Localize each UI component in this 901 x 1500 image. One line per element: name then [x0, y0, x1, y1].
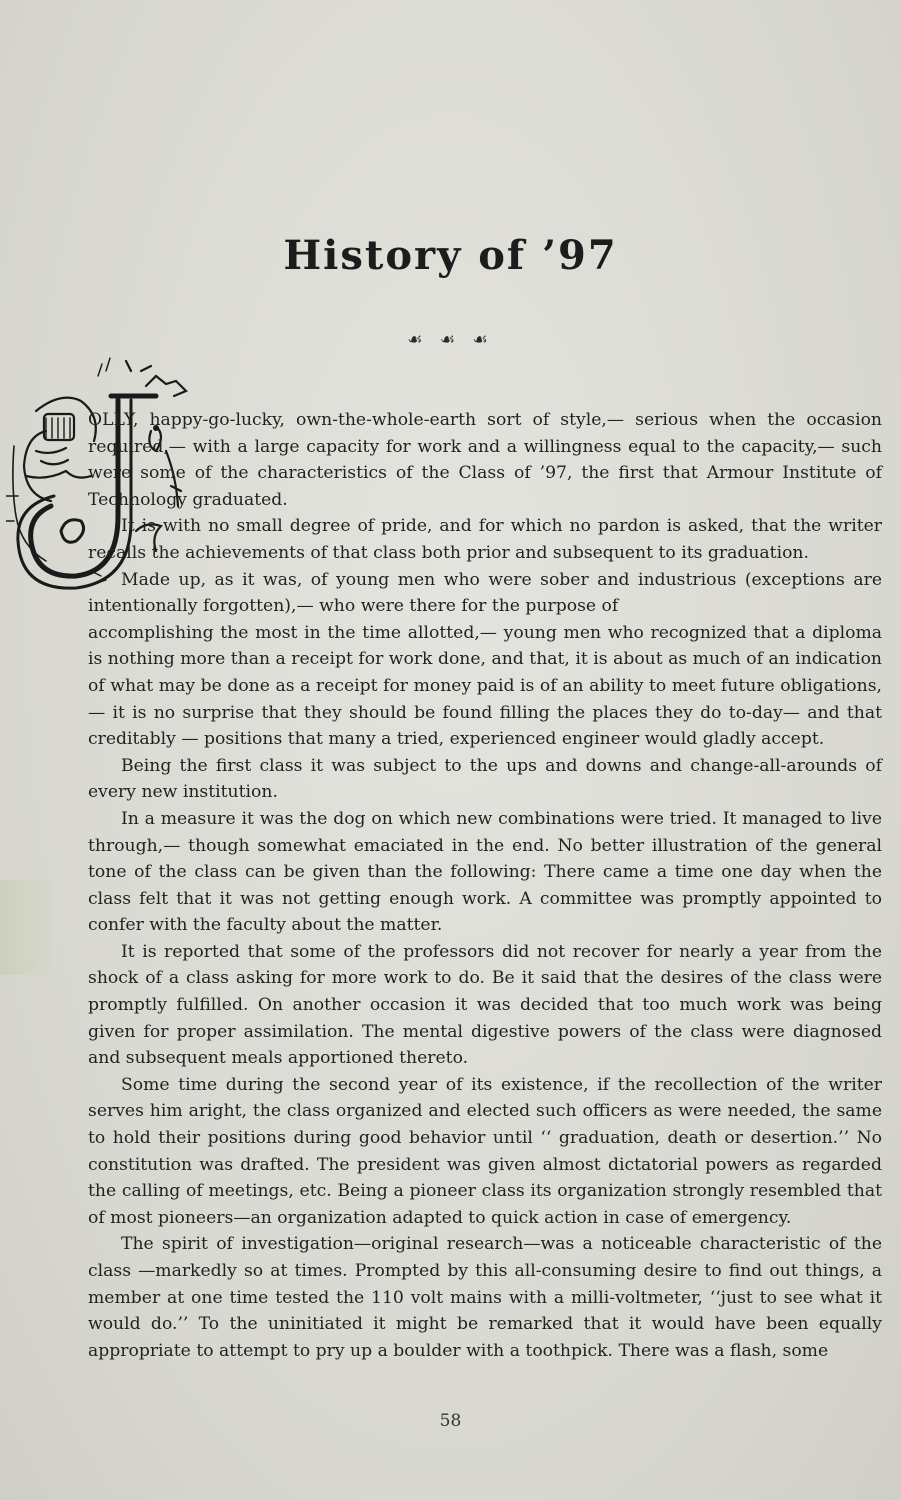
- paper-stain: [0, 880, 62, 975]
- article-body: [88, 407, 882, 1364]
- paragraph-2: It is with no small degree of pride, and for which no pardon is asked, that the writer recalls the achievements of that class both prior and subsequent to its graduation.: [88, 516, 882, 563]
- paragraph-3-continued: accomplishing the most in the time allotted,— young men who recognized that a diploma is nothing more than a receipt for work done, and that, it is about as much of an indication of what may be done as a receipt for money paid is of an ability to meet future obligations,— it is no surprise that they should be found filling the places they do to-day— and that creditably — positions that many a tried, experienced engineer would gladly accept.: [88, 622, 882, 750]
- page-number: 58: [439, 1411, 462, 1431]
- paragraph-7: Some time during the second year of its existence, if the recollection of the writer serves him aright, the class organized and elected such officers as were needed, the same to hold their positions during good behavior until ‘‘ graduation, death or desertion.’’ No constitution was drafted. The president was given almost dictatorial powers as regarded the calling of meetings, etc. Being a pioneer class its organization strongly resembled that of most pioneers—an organization adapted to quick action in case of emergency.: [88, 1074, 882, 1228]
- title-ornament: ☙ ☙ ☙: [407, 330, 494, 350]
- paragraph-8: The spirit of investigation—original research—was a noticeable characteristic of the class —markedly so at times. Prompted by this all-consuming desire to find out things, a member at one time tested the 110 volt mains with a milli-voltmeter, ‘‘just to see what it would do.’’ To the uninitiated it might be remarked that it would have been equally appropriate to attempt to pry up a boulder with a toothpick. There was a flash, some: [88, 1234, 882, 1361]
- paragraph-6: It is reported that some of the professors did not recover for nearly a year from the shock of a class asking for more work to do. Be it said that the desires of the class were promptly fulfilled. On another occasion it was decided that too much work was being given for proper assimilation. The mental digestive powers of the class were diagnosed and subsequent meals apportioned thereto.: [88, 941, 882, 1069]
- paragraph-1: OLLY, happy-go-lucky, own-the-whole-earth sort of style,— serious when the occasion required,— with a large capacity for work and a willingness equal to the capacity,— such were some of the characteristics of the Class of ’97, the first that Armour Institute of Technology graduated.: [88, 410, 882, 510]
- paragraph-3-start: Made up, as it was, of young men who were sober and industrious (exceptions are intentionally forgotten),— who were there for the purpose of: [88, 569, 882, 617]
- page-title: History of ’97: [283, 232, 618, 279]
- paragraph-4: Being the first class it was subject to the ups and downs and change-all-arounds of every new institution.: [88, 755, 882, 803]
- paragraph-5: In a measure it was the dog on which new combinations were tried. It managed to live through,— though somewhat emaciated in the end. No better illustration of the general tone of the class can be given than the following: There came a time one day when the class felt that it was not getting enough work. A committee was promptly appointed to confer with the faculty about the matter.: [88, 808, 882, 936]
